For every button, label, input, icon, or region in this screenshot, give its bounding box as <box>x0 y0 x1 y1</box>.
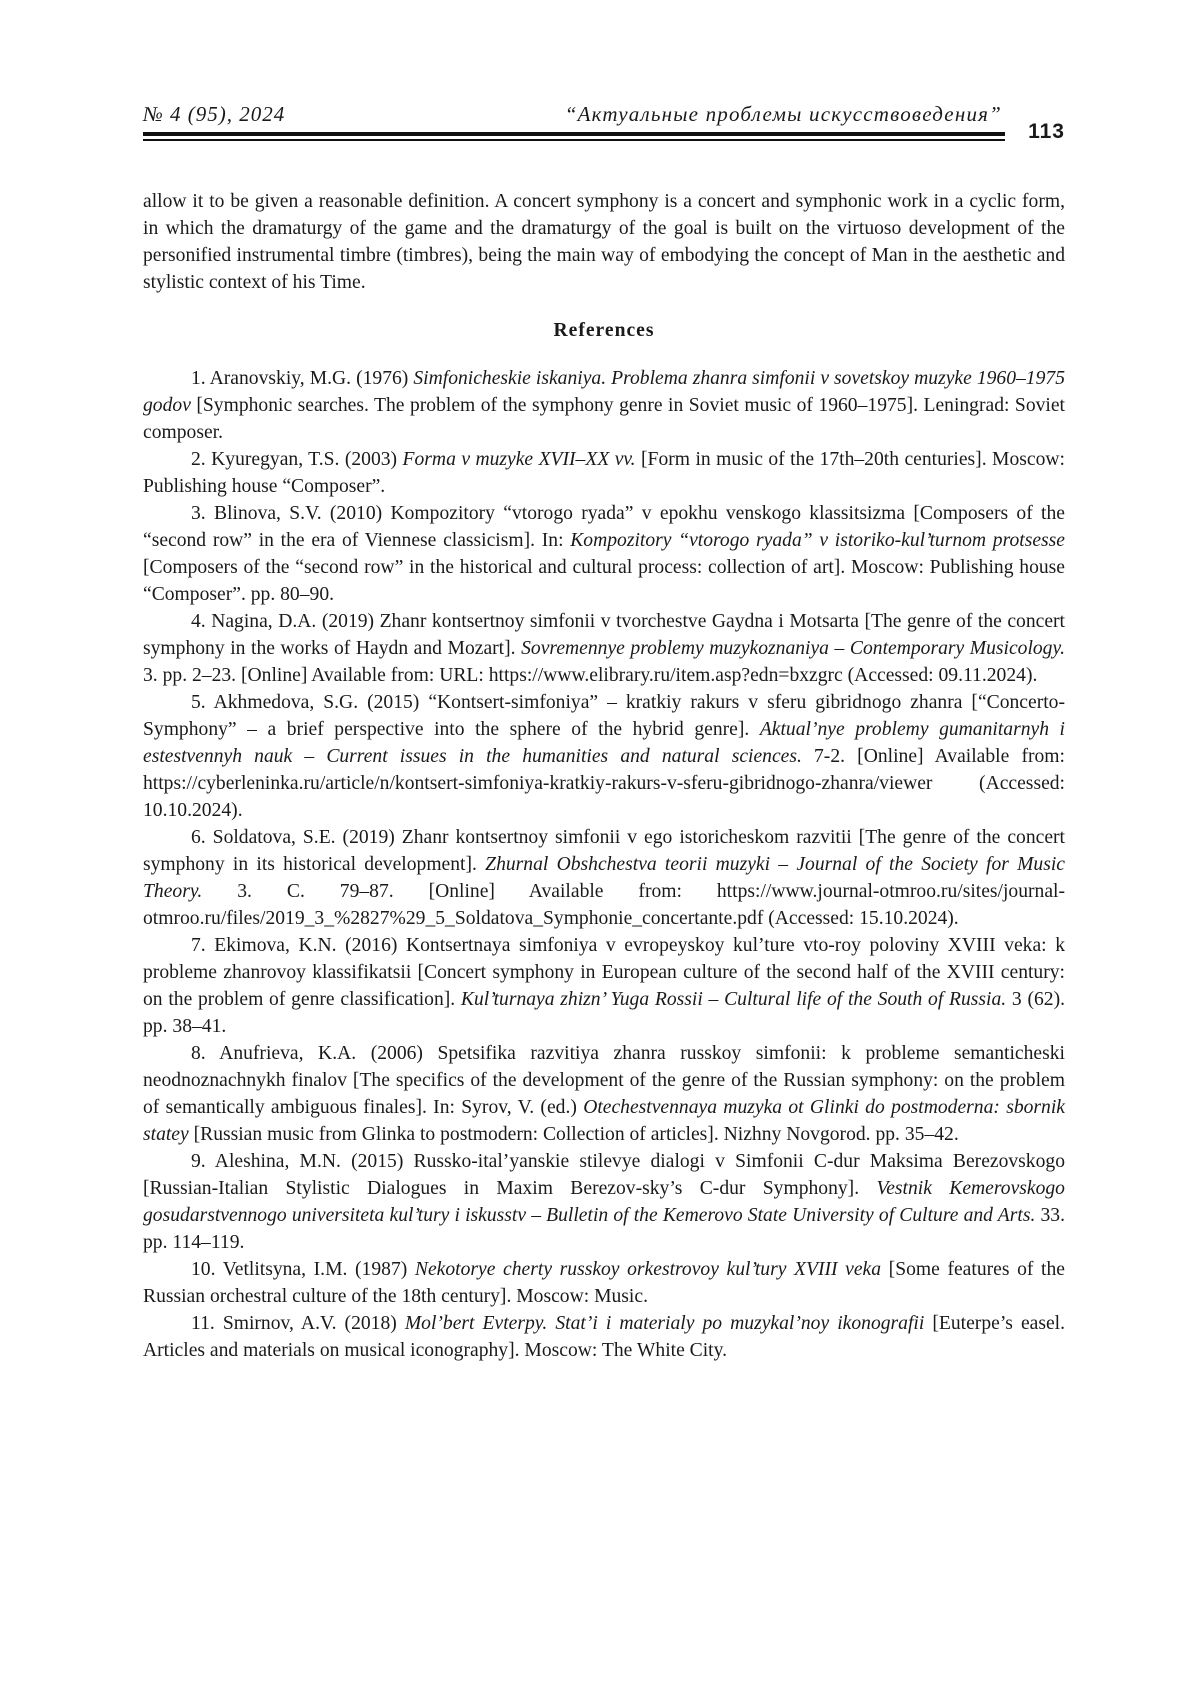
page-header <box>143 102 1065 138</box>
issue-number: № 4 (95), 2024 <box>143 102 285 127</box>
reference-item <box>143 500 1065 608</box>
references-heading: References <box>143 317 1065 344</box>
reference-title-italic: Kompozitory “vtorogo ryada” v istoriko-kul’turnom protsesse <box>570 530 1065 551</box>
journal-title: “Актуальные проблемы искусствоведения” <box>565 102 1002 127</box>
reference-title-italic: Kul’turnaya zhizn’ Yuga Rossii – Cultural life of the South of Russia. <box>461 989 1006 1010</box>
reference-text: [Some features of the Russian orchestral culture of the 18th century]. Moscow: Music. <box>143 1259 1065 1307</box>
reference-text: 10. Vetlitsyna, I.M. (1987) <box>191 1259 415 1280</box>
reference-text: [Form in music of the 17th–20th centuries]. Moscow: Publishing house “Composer”. <box>143 449 1065 497</box>
reference-text: 2. Kyuregyan, T.S. (2003) <box>191 449 403 470</box>
reference-title-italic: Mol’bert Evterpy. Stat’i i materialy po muzykal’noy ikonografii <box>405 1313 924 1334</box>
reference-text: 1. Aranovskiy, M.G. (1976) <box>191 368 413 389</box>
reference-item <box>143 1310 1065 1364</box>
reference-text: 33. pp. 114–119. <box>143 1205 1065 1253</box>
reference-title-italic: Otechestvennaya muzyka ot Glinki do postmoderna: sbornik statey <box>143 1097 1065 1145</box>
reference-text: [Russian music from Glinka to postmodern: Collection of articles]. Nizhny Novgorod. pp. 35–42. <box>189 1124 959 1145</box>
reference-item <box>143 1040 1065 1148</box>
reference-title-italic: Simfonicheskie iskaniya. Problema zhanra simfonii v sovetskoy muzyke 1960–1975 godov <box>143 368 1065 416</box>
reference-text: 7. Ekimova, K.N. (2016) Kontsertnaya simfoniya v evropeyskoy kul’ture vto-roy poloviny XVIII veka: k probleme zhanrovoy klassifikatsii [Concert symphony in European culture of the second half of the XVIII century: on the problem of genre classification]. <box>143 935 1065 1010</box>
header-rule-thin <box>143 139 1005 141</box>
reference-item <box>143 608 1065 689</box>
reference-text: 8. Anufrieva, K.A. (2006) Spetsifika razvitiya zhanra russkoy simfonii: k probleme semanticheski neodnoznachnykh finalov [The specifics of the development of the genre of the Russian symphony: on the problem of semantically ambiguous finales]. In: Syrov, V. (ed.) <box>143 1043 1065 1118</box>
header-rule-thick <box>143 132 1005 136</box>
reference-item <box>143 932 1065 1040</box>
reference-list <box>143 365 1065 1364</box>
reference-text: [Euterpe’s easel. Articles and materials on musical iconography]. Moscow: The White City. <box>143 1313 1065 1361</box>
reference-item <box>143 1148 1065 1256</box>
reference-text: 6. Soldatova, S.E. (2019) Zhanr kontsertnoy simfonii v ego istoricheskom razvitii [The genre of the concert symphony in its historical development]. <box>143 827 1065 875</box>
reference-text: 7-2. [Online] Available from: https://cyberleninka.ru/article/n/kontsert-simfoniya-kratkiy-rakurs-v-sferu-gibridnogo-zhanra/viewer (Accessed: 10.10.2024). <box>143 746 1065 821</box>
reference-title-italic: Nekotorye cherty russkoy orkestrovoy kul’tury XVIII veka <box>415 1259 881 1280</box>
reference-title-italic: Vestnik Kemerovskogo gosudarstvennogo universiteta kul’tury i iskusstv – Bulletin of the Kemerovo State University of Culture and Arts. <box>143 1178 1065 1226</box>
reference-item <box>143 1256 1065 1310</box>
reference-text: 5. Akhmedova, S.G. (2015) “Kontsert-simfoniya” – kratkiy rakurs v sferu gibridnogo zhanra [“Concerto-Symphony” – a brief perspective into the sphere of the hybrid genre]. <box>143 692 1065 740</box>
reference-text: 3 (62). pp. 38–41. <box>143 989 1065 1037</box>
reference-item <box>143 446 1065 500</box>
reference-text: 3. C. 79–87. [Online] Available from: https://www.journal-otmroo.ru/sites/journal-otmroo.ru/files/2019_3_%2827%29_5_Soldatova_Symphonie_concertante.pdf (Accessed: 15.10.2024). <box>143 881 1065 929</box>
page-content <box>143 188 1065 1364</box>
reference-title-italic: Aktual’nye problemy gumanitarnyh i estestvennyh nauk – Current issues in the humanities and natural sciences. <box>143 719 1065 767</box>
page-number: 113 <box>1028 120 1065 144</box>
reference-title-italic: Sovremennye problemy muzykoznaniya – Contemporary Musicology. <box>521 638 1065 659</box>
body-paragraph: allow it to be given a reasonable definition. A concert symphony is a concert and symphonic work in a cyclic form, in which the dramaturgy of the game and the dramaturgy of the goal is built on the virtuoso development of the personified instrumental timbre (timbres), being the main way of embodying the concept of Man in the aesthetic and stylistic context of his Time. <box>143 188 1065 296</box>
reference-item <box>143 689 1065 824</box>
reference-text: 3. pp. 2–23. [Online] Available from: URL: https://www.elibrary.ru/item.asp?edn=bxzgrc (Accessed: 09.11.2024). <box>143 665 1037 686</box>
reference-text: 3. Blinova, S.V. (2010) Kompozitory “vtorogo ryada” v epokhu venskogo klassitsizma [Composers of the “second row” in the era of Viennese classicism]. In: <box>143 503 1065 551</box>
reference-text: 11. Smirnov, A.V. (2018) <box>191 1313 405 1334</box>
reference-title-italic: Zhurnal Obshchestva teorii muzyki – Journal of the Society for Music Theory. <box>143 854 1065 902</box>
reference-text: [Symphonic searches. The problem of the symphony genre in Soviet music of 1960–1975]. Leningrad: Soviet composer. <box>143 395 1065 443</box>
reference-text: [Composers of the “second row” in the historical and cultural process: collection of art]. Moscow: Publishing house “Composer”. pp. 80–90. <box>143 557 1065 605</box>
reference-text: 9. Aleshina, M.N. (2015) Russko-ital’yanskie stilevye dialogi v Simfonii C-dur Maksima Berezovskogo [Russian-Italian Stylistic Dialogues in Maxim Berezov-sky’s C-dur Symphony]. <box>143 1151 1065 1199</box>
reference-title-italic: Forma v muzyke XVII–XX vv. <box>403 449 636 470</box>
reference-item <box>143 365 1065 446</box>
reference-text: 4. Nagina, D.A. (2019) Zhanr kontsertnoy simfonii v tvorchestve Gaydna i Motsarta [The genre of the concert symphony in the works of Haydn and Mozart]. <box>143 611 1065 659</box>
reference-item <box>143 824 1065 932</box>
